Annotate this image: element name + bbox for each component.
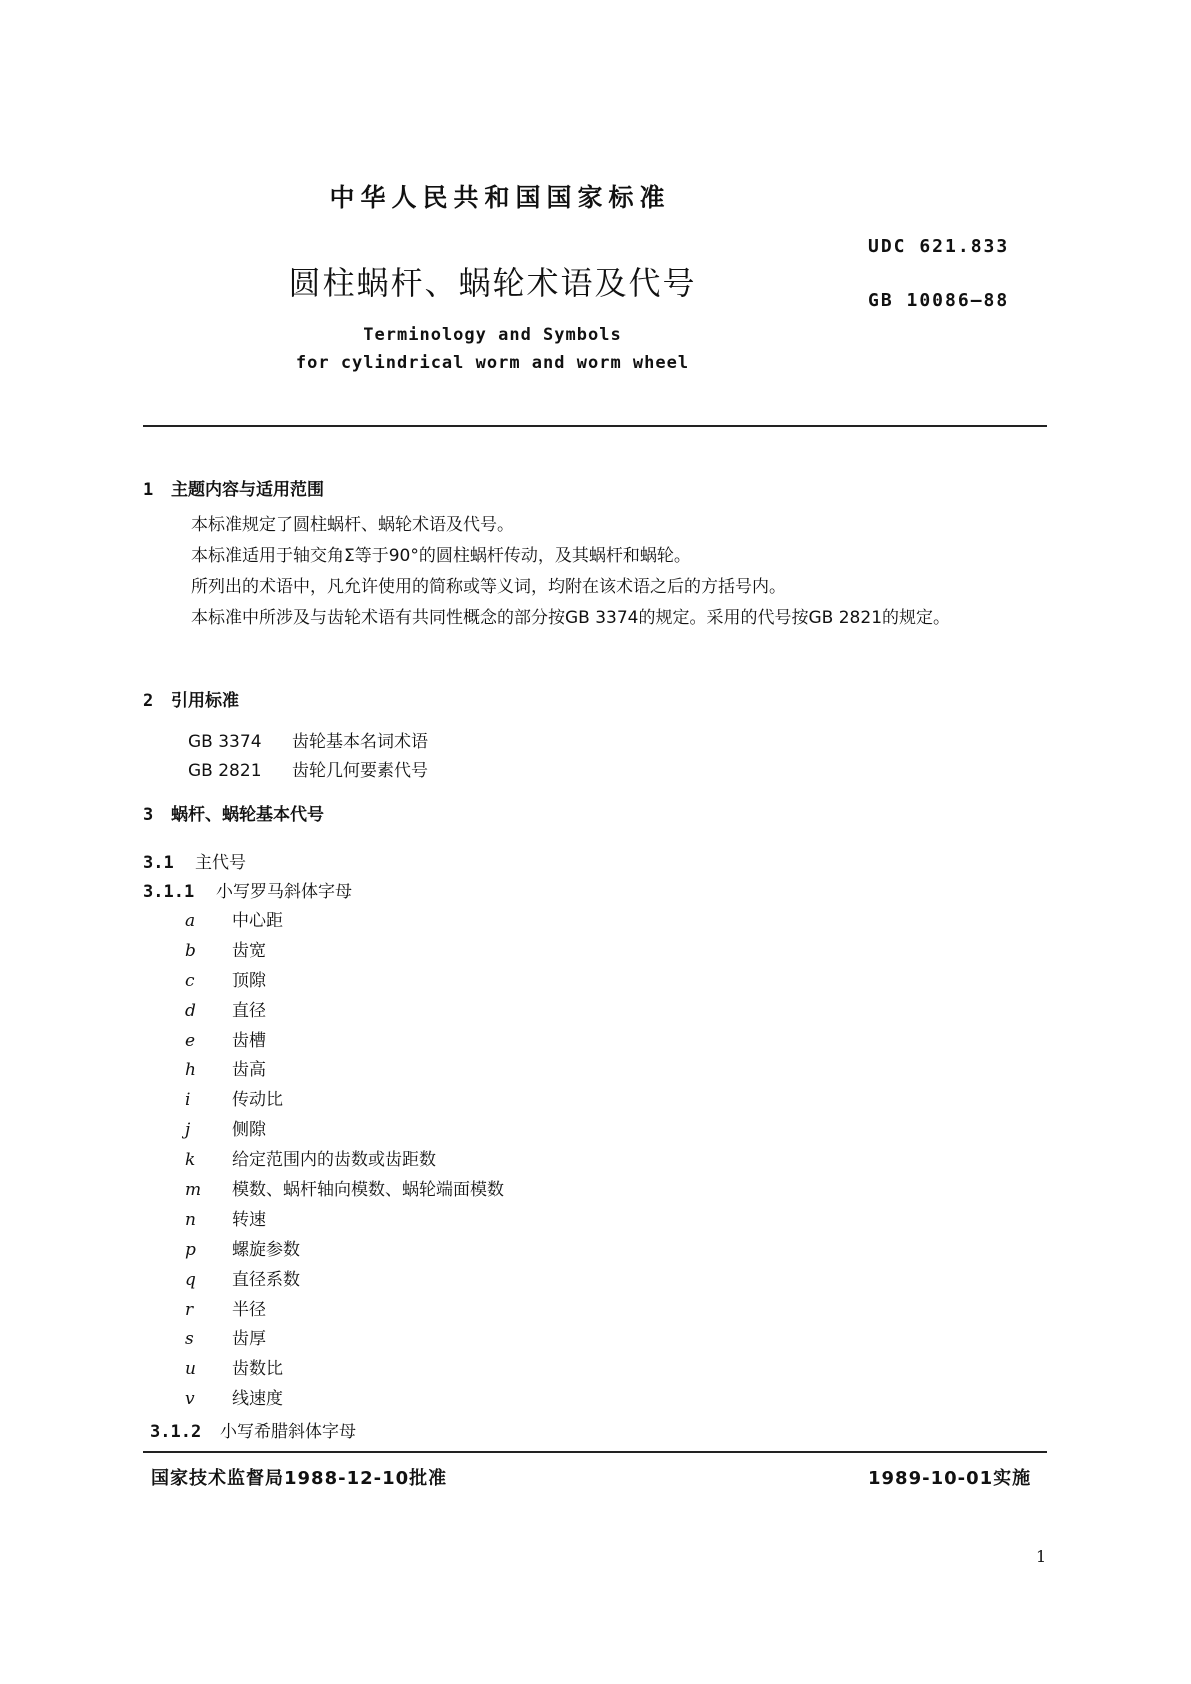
reference-item xyxy=(188,727,428,752)
subsection-title: 小写希腊斜体字母 xyxy=(220,1422,356,1442)
symbol-row xyxy=(185,907,504,937)
symbol-row xyxy=(185,1176,504,1206)
symbol-description: 给定范围内的齿数或齿距数 xyxy=(232,1150,436,1171)
symbol-description: 齿厚 xyxy=(232,1329,266,1350)
paragraph: 本标准规定了圆柱蜗杆、蜗轮术语及代号。 xyxy=(191,515,514,535)
symbol-row xyxy=(185,1056,504,1086)
symbol-description: 侧隙 xyxy=(232,1120,266,1141)
symbol: c xyxy=(185,970,195,991)
symbol: u xyxy=(185,1359,196,1380)
section-1-body xyxy=(157,510,1047,634)
paragraph: 本标准中所涉及与齿轮术语有共同性概念的部分按GB 3374的规定。采用的代号按GB 2821的规定。 xyxy=(191,608,951,628)
reference-name: 齿轮基本名词术语 xyxy=(292,732,428,752)
section-number: 3 xyxy=(143,805,154,825)
paragraph: 本标准适用于轴交角Σ等于90°的圆柱蜗杆传动，及其蜗杆和蜗轮。 xyxy=(191,546,691,566)
header-divider xyxy=(143,425,1047,427)
symbol-row xyxy=(185,1385,504,1415)
symbol-row xyxy=(185,1236,504,1266)
symbol: q xyxy=(185,1269,196,1290)
title-en-line1: Terminology and Symbols xyxy=(363,325,622,345)
document-title-cn: 圆柱蜗杆、蜗轮术语及代号 xyxy=(288,264,697,302)
symbol-row xyxy=(185,1325,504,1355)
symbol: m xyxy=(185,1180,202,1201)
symbol: d xyxy=(185,1000,196,1021)
symbol: b xyxy=(185,940,196,961)
symbol-list xyxy=(185,907,504,1415)
udc-code: UDC 621.833 xyxy=(868,236,1010,257)
symbol-description: 齿高 xyxy=(232,1060,266,1081)
symbol-description: 半径 xyxy=(232,1299,266,1320)
subsection-title: 小写罗马斜体字母 xyxy=(216,882,352,902)
approval-date: 国家技术监督局1988-12-10批准 xyxy=(151,1468,448,1489)
symbol-description: 传动比 xyxy=(232,1090,283,1111)
subsection-3-1-2-heading xyxy=(150,1417,356,1442)
symbol-row xyxy=(185,937,504,967)
section-number: 1 xyxy=(143,480,154,500)
symbol: s xyxy=(185,1329,194,1350)
subsection-number: 3.1.2 xyxy=(150,1422,202,1442)
symbol: e xyxy=(185,1030,196,1051)
symbol-description: 齿槽 xyxy=(232,1030,266,1051)
subsection-title: 主代号 xyxy=(195,853,246,873)
symbol-row xyxy=(185,997,504,1027)
reference-code: GB 3374 xyxy=(188,732,262,752)
symbol-description: 直径系数 xyxy=(232,1269,300,1290)
title-en-line2: for cylindrical worm and worm wheel xyxy=(295,353,690,373)
national-standard-heading: 中华人民共和国国家标准 xyxy=(329,183,671,212)
symbol-description: 直径 xyxy=(232,1000,266,1021)
symbol-row xyxy=(185,1296,504,1326)
symbol: v xyxy=(185,1389,195,1410)
section-title: 主题内容与适用范围 xyxy=(171,480,324,500)
section-3-heading xyxy=(143,800,324,825)
symbol-row xyxy=(185,1116,504,1146)
section-2-heading xyxy=(143,686,239,711)
symbol-description: 线速度 xyxy=(232,1389,283,1410)
symbol-description: 中心距 xyxy=(232,911,283,931)
reference-code: GB 2821 xyxy=(188,761,262,781)
symbol-description: 顶隙 xyxy=(232,970,266,991)
symbol: h xyxy=(185,1060,196,1081)
symbol-row xyxy=(185,1206,504,1236)
symbol-row xyxy=(185,1027,504,1057)
reference-name: 齿轮几何要素代号 xyxy=(292,761,428,781)
section-title: 蜗杆、蜗轮基本代号 xyxy=(171,805,324,825)
footer-divider xyxy=(143,1451,1047,1453)
subsection-3-1-1-heading xyxy=(143,877,352,902)
document-title-en xyxy=(0,321,985,377)
symbol-description: 齿数比 xyxy=(232,1359,283,1380)
symbol: i xyxy=(185,1090,191,1111)
section-number: 2 xyxy=(143,691,154,711)
symbol: j xyxy=(185,1120,191,1141)
symbol-row xyxy=(185,1266,504,1296)
symbol-row xyxy=(185,1086,504,1116)
symbol-description: 螺旋参数 xyxy=(232,1239,300,1260)
subsection-3-1-heading xyxy=(143,848,246,873)
symbol-description: 转速 xyxy=(232,1209,266,1230)
symbol-row xyxy=(185,967,504,997)
page-number: 1 xyxy=(1036,1547,1047,1566)
paragraph: 所列出的术语中，凡允许使用的简称或等义词，均附在该术语之后的方括号内。 xyxy=(191,577,786,597)
symbol: r xyxy=(185,1299,194,1320)
symbol: a xyxy=(185,911,196,931)
subsection-number: 3.1 xyxy=(143,853,174,873)
symbol: k xyxy=(185,1150,196,1171)
symbol-row xyxy=(185,1355,504,1385)
effective-date: 1989-10-01实施 xyxy=(868,1468,1032,1489)
reference-item xyxy=(188,756,428,781)
symbol: n xyxy=(185,1209,196,1230)
symbol: p xyxy=(185,1239,196,1260)
symbol-description: 齿宽 xyxy=(232,940,266,961)
section-title: 引用标准 xyxy=(171,691,239,711)
symbol-row xyxy=(185,1146,504,1176)
gb-number: GB 10086—88 xyxy=(868,290,1010,311)
subsection-number: 3.1.1 xyxy=(143,882,195,902)
symbol-description: 模数、蜗杆轴向模数、蜗轮端面模数 xyxy=(232,1180,504,1201)
section-1-heading xyxy=(143,475,324,500)
